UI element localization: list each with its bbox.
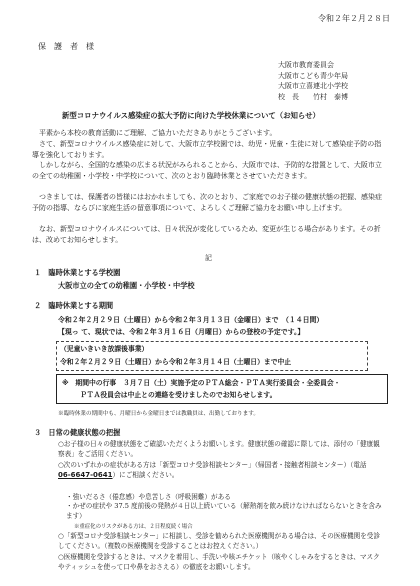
health-item-text: ○次のいずれかの症状がある方は「新型コロナ受診相談センター」（帰国者・接触者相談センター）（電話 — [58, 461, 374, 469]
health-item: ○お子様の日々の健康状態をご確認いただくようお願いします。健康状態の確認に際しては、添付の「健康観察表」をご活用ください。 — [58, 440, 380, 458]
closure-note: 【現っ て、現状では、令和２年３月１６日（月曜日）からの登校の予定です。】 — [58, 328, 305, 336]
symptom-item: ・強いだるさ（倦怠感）や息苦しさ（呼吸困難）がある — [66, 493, 231, 501]
recipient: 保 護 者 様 — [38, 42, 94, 51]
closure-period: 令和２年２月２９日（土曜日）から令和２年３月１３日（金曜日）まで （１４日間） — [58, 316, 324, 324]
health-item-text: ）にご相談ください。 — [112, 471, 179, 479]
notice-title: 新型コロナウイルス感染症の拡大予防に向けた学校休業について（お知らせ） — [62, 111, 320, 120]
section-1-heading: １ 臨時休業とする学校園 — [34, 268, 121, 277]
event-notice-line: ＰＴＡ役員会は中止との連絡を受けましたのでお知らせします。 — [80, 391, 277, 399]
body-paragraph: なお、新型コロナウイルスについては、日々状況が変化しているため、変更が生じる場合があります。その折は、改めてお知らせします。 — [32, 225, 381, 244]
health-item: ○「新型コロナ受診相談センター」に相談し、受診を勧められた医療機関がある場合は、その医療機関を受診してください。（複数の医療機関を受診することはお控えください。） — [58, 532, 380, 550]
ki-marker: 記 — [205, 254, 212, 262]
section-1-content: 大阪市立の全ての幼稚園・小学校・中学校 — [58, 281, 195, 290]
issue-date: 令和２年２月２８日 — [318, 14, 390, 23]
event-notice-line: ※ 期間中の行事 ３月７日（土）実施予定のＰＴＡ総会・ＰＴＡ実行委員会・全委員会・ — [62, 379, 341, 387]
section-3-heading: ３ 日常の健康状態の把握 — [34, 428, 121, 437]
body-paragraph: さて、新型コロナウイルス感染症に対して、大阪市立学校園では、幼児・児童・生徒に対して感染症予防の指導を強化しております。 — [32, 140, 382, 159]
section-2-heading: ２ 臨時休業とする期間 — [34, 301, 114, 310]
health-item: ○医療機関を受診するときは、マスクを着用し、手洗いや咳エチケット（咳やくしゃみをするときは、マスクやティッシュを使って口や鼻をおさえる）の徹底をお願いします。 — [58, 553, 380, 571]
body-paragraph: しかしながら、全国的な感染の広まる状況がみられることから、大阪市では、予防的な措置として、大阪市立の全ての幼稚園・小学校・中学校について、次のとおり臨時休業とさせていただきます。 — [32, 161, 382, 180]
after-school-label: （児童いきいき放課後事業） — [60, 345, 149, 353]
risk-note: ※重症化のリスクがある方は、２日程度続く場合 — [74, 524, 193, 530]
body-paragraph: つきましては、保護者の皆様にはおかれましても、次のとおり、ご家庭でのお子様の健康状態の把握、感染症予防の指導、ならびに家庭生活の留意事項について、よろしくご理解ご協力をお願い申し上げます。 — [32, 193, 382, 212]
sender-line: 大阪市教育委員会 — [278, 61, 334, 69]
sender-line: 大阪市こども青少年局 — [278, 71, 348, 80]
staff-footnote: ※臨時休業の期間中も、月曜日から金曜日までは教職員は、出勤しております。 — [58, 411, 259, 417]
body-paragraph: 平素から本校の教育活動にご理解、ご協力いただきありがとうございます。 — [39, 129, 277, 137]
sender-line: 校 長 竹村 泰博 — [278, 92, 348, 101]
after-school-period: 令和２年２月２９日（土曜日）から令和２年３月１４日（土曜日）まで中止 — [60, 358, 292, 366]
health-item — [58, 460, 383, 480]
phone-number[interactable]: 06-6647-0641 — [58, 471, 113, 479]
sender-line: 大阪市立喜連北小学校 — [278, 82, 348, 90]
symptom-item: ・かぜの症状や 37.5 度前後の発熱が４日以上続いている（解熱剤を飲み続けなければならないときを含みます） — [66, 502, 382, 520]
sender-block — [278, 60, 348, 102]
